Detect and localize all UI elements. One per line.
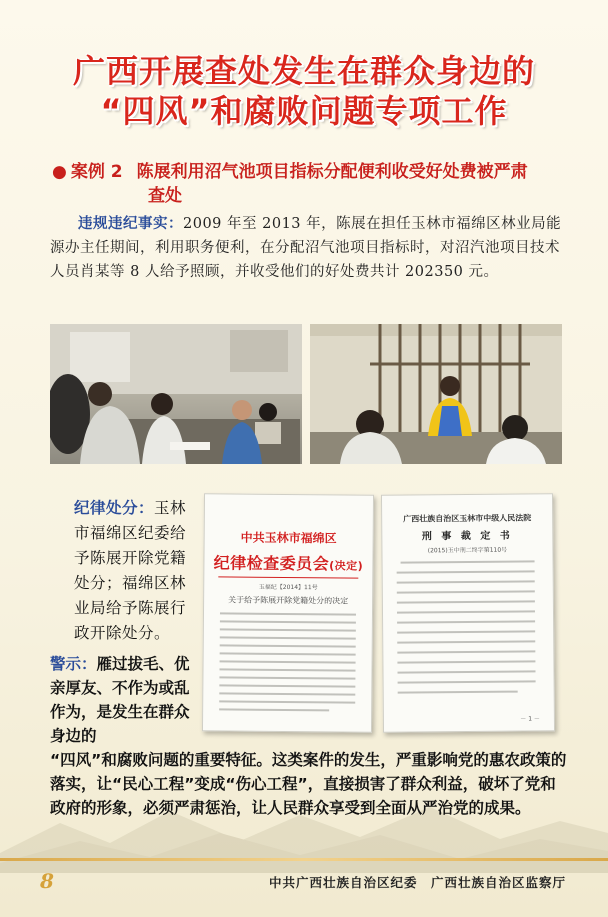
doc1-org: 中共玉林市福绵区 — [240, 530, 337, 546]
doc1-red-rule — [218, 576, 358, 578]
doc2-org: 广西壮族自治区玉林市中级人民法院 — [403, 513, 532, 524]
criminal-ruling-document — [381, 493, 555, 732]
discipline-paragraph — [74, 496, 192, 646]
doc2-page-number: － 1 － — [520, 715, 540, 723]
doc1-committee-name: 纪律检查委员会 — [213, 553, 330, 574]
doc2-title: 刑 事 裁 定 书 — [421, 530, 513, 543]
page-number: 8 — [40, 869, 54, 893]
photo-interview-office-image — [50, 324, 302, 464]
warning-paragraph-full: “四风”和腐败问题的重要特征。这类案件的发生，严重影响党的惠农政策的落实，让“民心工程”变成“伤心工程”，直接损害了群众利益，破坏了党和政府的形象，必须严肃惩治，让人民群众享受到全面从严治党的成果。 — [50, 751, 567, 817]
photo-interrogation-room — [310, 324, 562, 464]
page-title-line1: 广西开展查处发生在群众身边的 — [72, 52, 535, 90]
case-heading — [52, 160, 572, 208]
discipline-text: 玉林市福绵区纪委给予陈展开除党籍处分；福绵区林业局给予陈展行政开除处分。 — [74, 499, 187, 642]
doc1-number: 玉福纪【2014】11号 — [258, 583, 318, 592]
doc1-suffix: (决定) — [329, 559, 364, 573]
footer-divider — [0, 858, 608, 861]
bullet-dot: ● — [52, 162, 67, 182]
case-title-line2: 查处 — [148, 186, 182, 206]
facts-paragraph — [50, 212, 570, 284]
photo-interview-office — [50, 324, 302, 464]
doc2-number: (2015)玉中刑二终字第110号 — [427, 546, 508, 555]
facts-text: 2009 年至 2013 年，陈展在担任玉林市福绵区林业局能源办主任期间，利用职务便利，在分配沼气池项目指标时，对沼汽池项目技术人员肖某等 8 人给予照顾，并收受他们的好处费共计 202350 元。 — [50, 216, 562, 280]
warning-label: 警示： — [50, 655, 97, 673]
photo-interrogation-room-image — [310, 324, 562, 464]
disciplinary-decision-document — [202, 493, 374, 732]
page-title-line2: “四风”和腐败问题专项工作 — [100, 92, 508, 130]
footer-publisher: 中共广西壮族自治区纪委 广西壮族自治区监察厅 — [268, 875, 566, 890]
case-title-line1: 陈展利用沼气池项目指标分配便利收受好处费被严肃 — [136, 162, 528, 182]
warning-text-side: 雁过拔毛、优亲厚友、不作为或乱作为，是发生在群众身边的 — [50, 655, 190, 745]
doc1-subject: 关于给予陈展开除党籍处分的决定 — [228, 595, 349, 606]
warning-paragraph-side — [50, 652, 194, 748]
case-label: 案例 2 — [70, 162, 123, 182]
facts-label: 违规违纪事实： — [78, 216, 183, 232]
discipline-label: 纪律处分： — [74, 499, 155, 517]
doc1-committee — [204, 550, 372, 574]
